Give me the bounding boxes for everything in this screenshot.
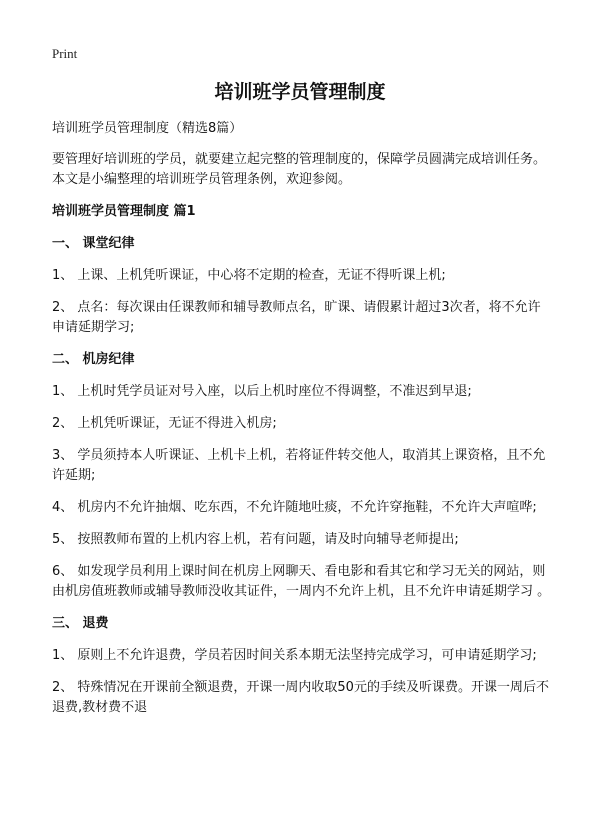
section-heading-classroom: 一、 课堂纪律 bbox=[52, 236, 135, 251]
section-item: 1、 原则上不允许退费，学员若因时间关系本期无法坚持完成学习，可申请延期学习; bbox=[52, 648, 537, 663]
document-subtitle: 培训班学员管理制度（精选8篇） bbox=[52, 121, 243, 136]
section-item: 6、 如发现学员利用上课时间在机房上网聊天、看电影和看其它和学习无关的网站，则由机房值班教师或辅导教师没收其证件，一周内不允许上机，且不允许申请延期学习 。 bbox=[52, 564, 551, 599]
section-item: 1、 上课、上机凭听课证，中心将不定期的检查，无证不得听课上机; bbox=[52, 268, 446, 283]
section-item: 2、 上机凭听课证，无证不得进入机房; bbox=[52, 416, 277, 431]
document-body bbox=[52, 120, 552, 728]
section-item: 2、 点名：每次课由任课教师和辅导教师点名，旷课、请假累计超过3次者，将不允许申请延期学习; bbox=[52, 300, 541, 335]
section-item: 4、 机房内不允许抽烟、吃东西，不允许随地吐痰，不允许穿拖鞋，不允许大声喧哗; bbox=[52, 500, 537, 515]
section-item: 2、 特殊情况在开课前全额退费，开课一周内收取50元的手续及听课费。开课一周后不退费,教材费不退 bbox=[52, 680, 549, 715]
section-heading-computer-room: 二、 机房纪律 bbox=[52, 352, 135, 367]
section-item: 1、 上机时凭学员证对号入座，以后上机时座位不得调整，不准迟到早退; bbox=[52, 384, 472, 399]
print-link[interactable]: Print bbox=[52, 46, 78, 61]
section-item: 5、 按照教师布置的上机内容上机，若有问题，请及时向辅导老师提出; bbox=[52, 532, 459, 547]
section-heading-refund: 三、 退费 bbox=[52, 616, 109, 631]
page-title: 培训班学员管理制度 bbox=[214, 81, 386, 103]
section-item: 3、 学员须持本人听课证、上机卡上机，若将证件转交他人，取消其上课资格，且不允许延期; bbox=[52, 448, 546, 483]
article-heading: 培训班学员管理制度 篇1 bbox=[52, 204, 196, 219]
intro-paragraph: 要管理好培训班的学员，就要建立起完整的管理制度的，保障学员圆满完成培训任务。本文是小编整理的培训班学员管理条例，欢迎参阅。 bbox=[52, 152, 547, 187]
